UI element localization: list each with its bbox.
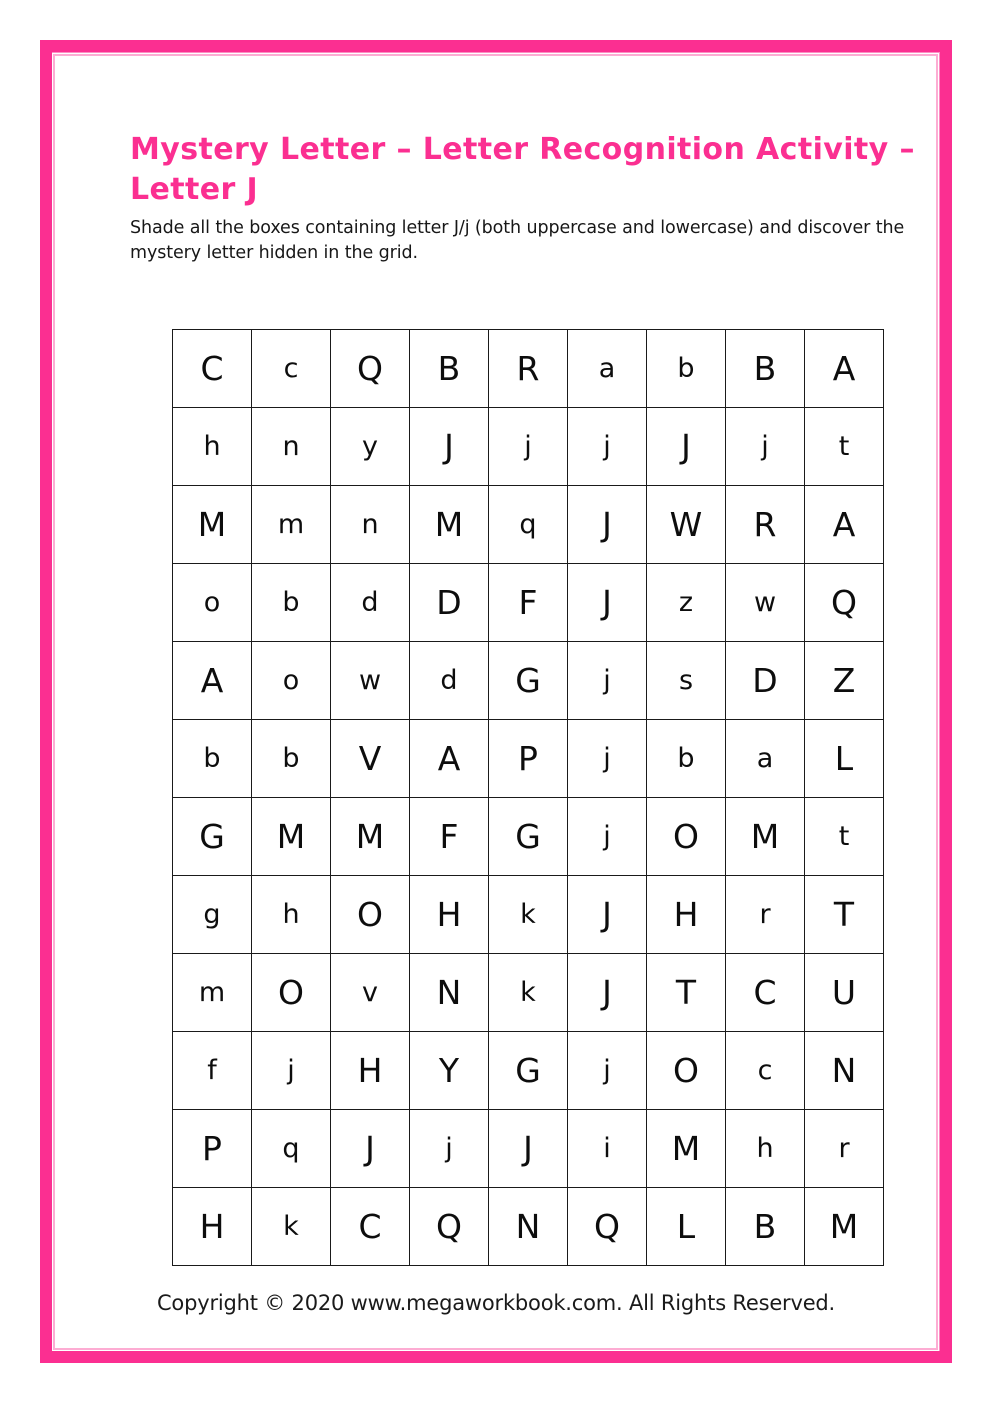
letter-cell[interactable]: n: [252, 408, 331, 486]
letter-cell[interactable]: T: [647, 954, 726, 1032]
letter-grid-container: [172, 329, 884, 1266]
letter-cell[interactable]: q: [489, 486, 568, 564]
letter-grid-row: [173, 330, 884, 408]
letter-cell[interactable]: N: [805, 1032, 884, 1110]
heading-block: [130, 130, 920, 265]
letter-cell[interactable]: U: [805, 954, 884, 1032]
letter-cell[interactable]: V: [331, 720, 410, 798]
letter-cell[interactable]: b: [252, 720, 331, 798]
letter-cell[interactable]: J: [489, 1110, 568, 1188]
letter-cell[interactable]: H: [410, 876, 489, 954]
letter-grid: [172, 329, 884, 1266]
letter-cell[interactable]: H: [331, 1032, 410, 1110]
letter-cell[interactable]: c: [252, 330, 331, 408]
letter-cell[interactable]: P: [489, 720, 568, 798]
letter-cell[interactable]: h: [252, 876, 331, 954]
letter-grid-row: [173, 486, 884, 564]
letter-grid-row: [173, 1188, 884, 1266]
letter-cell[interactable]: w: [726, 564, 805, 642]
letter-grid-row: [173, 408, 884, 486]
instructions-text: Shade all the boxes containing letter J/j (both uppercase and lowercase) and discover the mystery letter hidden in the grid.: [130, 217, 905, 263]
letter-cell[interactable]: M: [410, 486, 489, 564]
letter-grid-row: [173, 1032, 884, 1110]
letter-cell[interactable]: N: [410, 954, 489, 1032]
letter-cell[interactable]: J: [568, 954, 647, 1032]
letter-cell[interactable]: C: [173, 330, 252, 408]
letter-cell[interactable]: A: [173, 642, 252, 720]
letter-cell[interactable]: G: [489, 798, 568, 876]
letter-cell[interactable]: R: [726, 486, 805, 564]
letter-cell[interactable]: M: [173, 486, 252, 564]
letter-cell[interactable]: O: [331, 876, 410, 954]
letter-cell[interactable]: t: [805, 408, 884, 486]
letter-cell[interactable]: m: [173, 954, 252, 1032]
letter-cell[interactable]: w: [331, 642, 410, 720]
letter-cell[interactable]: J: [568, 876, 647, 954]
letter-cell[interactable]: B: [726, 1188, 805, 1266]
letter-cell[interactable]: M: [252, 798, 331, 876]
letter-grid-row: [173, 642, 884, 720]
letter-cell[interactable]: N: [489, 1188, 568, 1266]
letter-cell[interactable]: J: [647, 408, 726, 486]
letter-cell[interactable]: Q: [331, 330, 410, 408]
letter-cell[interactable]: s: [647, 642, 726, 720]
letter-cell[interactable]: i: [568, 1110, 647, 1188]
letter-cell[interactable]: b: [647, 330, 726, 408]
letter-cell[interactable]: O: [647, 1032, 726, 1110]
letter-cell[interactable]: j: [568, 720, 647, 798]
letter-cell[interactable]: j: [726, 408, 805, 486]
letter-cell[interactable]: C: [331, 1188, 410, 1266]
letter-cell[interactable]: M: [805, 1188, 884, 1266]
letter-cell[interactable]: H: [173, 1188, 252, 1266]
letter-cell[interactable]: d: [331, 564, 410, 642]
letter-cell[interactable]: Y: [410, 1032, 489, 1110]
letter-cell[interactable]: W: [647, 486, 726, 564]
letter-cell[interactable]: f: [173, 1032, 252, 1110]
letter-cell[interactable]: c: [726, 1032, 805, 1110]
page-title: Mystery Letter – Letter Recognition Activity – Letter J: [130, 132, 915, 207]
letter-cell[interactable]: v: [331, 954, 410, 1032]
letter-grid-row: [173, 720, 884, 798]
letter-grid-row: [173, 1110, 884, 1188]
letter-cell[interactable]: L: [647, 1188, 726, 1266]
letter-cell[interactable]: F: [489, 564, 568, 642]
letter-cell[interactable]: t: [805, 798, 884, 876]
letter-cell[interactable]: j: [252, 1032, 331, 1110]
letter-grid-row: [173, 798, 884, 876]
letter-cell[interactable]: j: [568, 408, 647, 486]
letter-cell[interactable]: A: [805, 486, 884, 564]
letter-cell[interactable]: g: [173, 876, 252, 954]
letter-cell[interactable]: o: [173, 564, 252, 642]
letter-grid-row: [173, 876, 884, 954]
letter-cell[interactable]: Z: [805, 642, 884, 720]
letter-cell[interactable]: F: [410, 798, 489, 876]
letter-cell[interactable]: r: [805, 1110, 884, 1188]
letter-cell[interactable]: j: [568, 642, 647, 720]
letter-grid-body: [173, 330, 884, 1266]
letter-grid-row: [173, 564, 884, 642]
letter-cell[interactable]: O: [647, 798, 726, 876]
letter-cell[interactable]: P: [173, 1110, 252, 1188]
letter-cell[interactable]: J: [568, 564, 647, 642]
letter-cell[interactable]: j: [568, 1032, 647, 1110]
letter-cell[interactable]: k: [252, 1188, 331, 1266]
letter-cell[interactable]: B: [726, 330, 805, 408]
letter-cell[interactable]: O: [252, 954, 331, 1032]
letter-cell[interactable]: j: [410, 1110, 489, 1188]
letter-cell[interactable]: y: [331, 408, 410, 486]
letter-grid-row: [173, 954, 884, 1032]
worksheet-content: [52, 52, 940, 1351]
letter-cell[interactable]: j: [568, 798, 647, 876]
letter-cell[interactable]: Q: [568, 1188, 647, 1266]
letter-cell[interactable]: o: [252, 642, 331, 720]
letter-cell[interactable]: b: [173, 720, 252, 798]
letter-cell[interactable]: G: [489, 1032, 568, 1110]
letter-cell[interactable]: j: [489, 408, 568, 486]
letter-cell[interactable]: Q: [410, 1188, 489, 1266]
letter-cell[interactable]: H: [647, 876, 726, 954]
letter-cell[interactable]: D: [726, 642, 805, 720]
letter-cell[interactable]: C: [726, 954, 805, 1032]
letter-cell[interactable]: h: [173, 408, 252, 486]
letter-cell[interactable]: k: [489, 954, 568, 1032]
letter-cell[interactable]: Q: [805, 564, 884, 642]
decorative-pink-border: [40, 40, 952, 1363]
letter-cell[interactable]: A: [410, 720, 489, 798]
letter-cell[interactable]: q: [252, 1110, 331, 1188]
letter-cell[interactable]: n: [331, 486, 410, 564]
letter-cell[interactable]: J: [410, 408, 489, 486]
letter-cell[interactable]: B: [410, 330, 489, 408]
letter-cell[interactable]: D: [410, 564, 489, 642]
letter-cell[interactable]: J: [331, 1110, 410, 1188]
letter-cell[interactable]: A: [805, 330, 884, 408]
letter-cell[interactable]: M: [331, 798, 410, 876]
letter-cell[interactable]: b: [647, 720, 726, 798]
letter-cell[interactable]: T: [805, 876, 884, 954]
letter-cell[interactable]: a: [568, 330, 647, 408]
letter-cell[interactable]: k: [489, 876, 568, 954]
letter-cell[interactable]: M: [647, 1110, 726, 1188]
letter-cell[interactable]: R: [489, 330, 568, 408]
letter-cell[interactable]: h: [726, 1110, 805, 1188]
letter-cell[interactable]: G: [173, 798, 252, 876]
letter-cell[interactable]: J: [568, 486, 647, 564]
letter-cell[interactable]: a: [726, 720, 805, 798]
letter-cell[interactable]: z: [647, 564, 726, 642]
letter-cell[interactable]: G: [489, 642, 568, 720]
copyright-footer: Copyright © 2020 www.megaworkbook.com. All Rights Reserved.: [156, 1291, 836, 1315]
letter-cell[interactable]: r: [726, 876, 805, 954]
letter-cell[interactable]: L: [805, 720, 884, 798]
letter-cell[interactable]: M: [726, 798, 805, 876]
letter-cell[interactable]: d: [410, 642, 489, 720]
letter-cell[interactable]: b: [252, 564, 331, 642]
letter-cell[interactable]: m: [252, 486, 331, 564]
